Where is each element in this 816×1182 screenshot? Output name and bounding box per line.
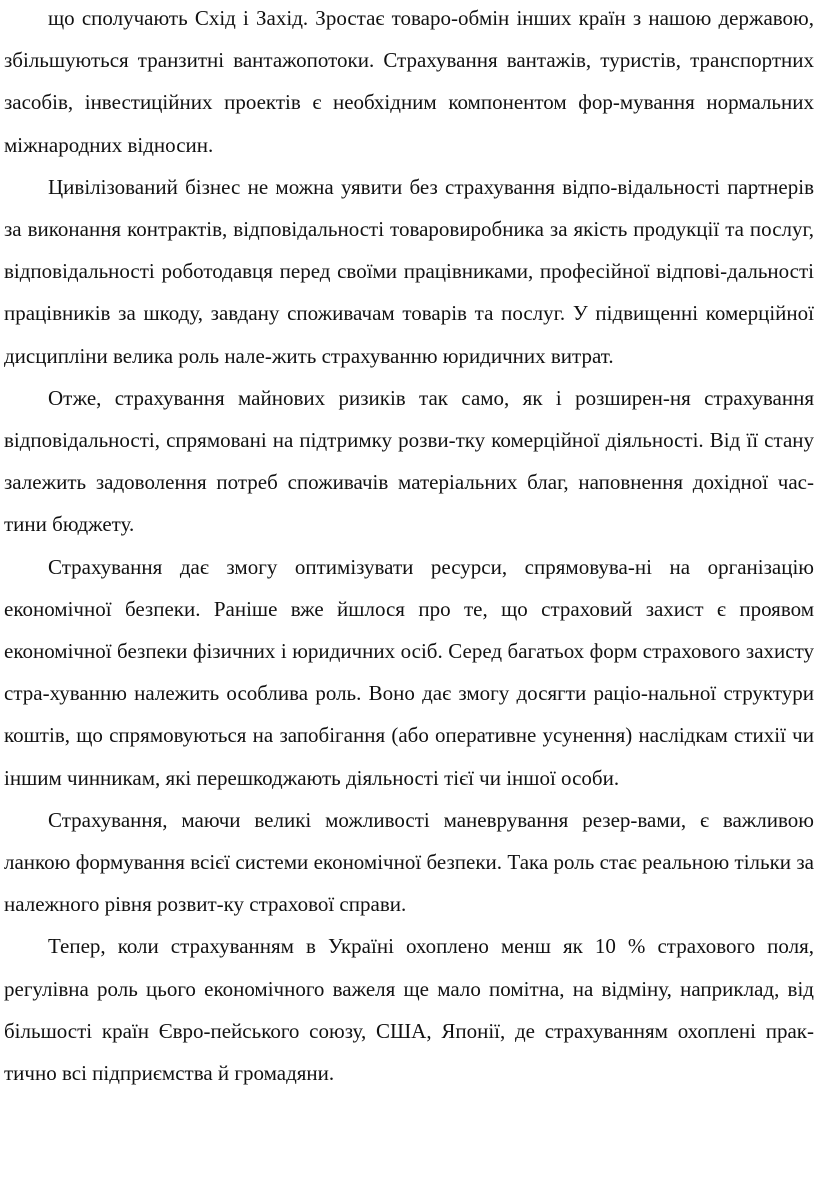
paragraph-3: Отже, страхування майнових ризиків так само, як і розширен-ня страхування відповідальності, спрямовані на підтримку розви-тку комерційної діяльності. Від її стану залежить задоволення потреб споживачів матеріальних благ, наповнення дохідної час-тини бюджету. <box>4 385 814 537</box>
paragraph-5: Страхування, маючи великі можливості маневрування резер-вами, є важливою ланкою формування всієї системи економічної безпеки. Така роль стає реальною тільки за належного рівня розвит-ку страхової справи. <box>4 807 814 917</box>
paragraph-6: Тепер, коли страхуванням в Україні охоплено менш як 10 % страхового поля, регулівна роль цього економічного важеля ще мало помітна, на відміну, наприклад, від більшості країн Євро-пейського союзу, США, Японії, де страхуванням охоплені прак-тично всі підприємства й громадяни. <box>4 934 814 1086</box>
paragraph-1: що сполучають Схід і Захід. Зростає товаро-обмін інших країн з нашою державою, збільшуються транзитні вантажопотоки. Страхування вантажів, туристів, транспортних засобів, інвестиційних проектів є необхідним компонентом фор-мування нормальних міжнародних відносин. <box>4 6 814 157</box>
paragraph-4: Страхування дає змогу оптимізувати ресурси, спрямовува-ні на організацію економічної безпеки. Раніше вже йшлося про те, що страховий захист є проявом економічної безпеки фізичних і юридичних осіб. Серед багатьох форм страхового захисту стра-хуванню належить особлива роль. Воно дає змогу досягти раціо-нальної структури коштів, що спрямовуються на запобігання (або оперативне усунення) наслідкам стихії чи іншим чинникам, які перешкоджають діяльності тієї чи іншої особи. <box>4 554 814 790</box>
paragraph-2: Цивілізований бізнес не можна уявити без страхування відпо-відальності партнерів за виконання контрактів, відповідальності товаровиробника за якість продукції та послуг, відповідальності роботодавця перед своїми працівниками, професійної відпові-дальності працівників за шкоду, завдану споживачам товарів та послуг. У підвищенні комерційної дисципліни велика роль нале-жить страхуванню юридичних витрат. <box>4 174 814 368</box>
